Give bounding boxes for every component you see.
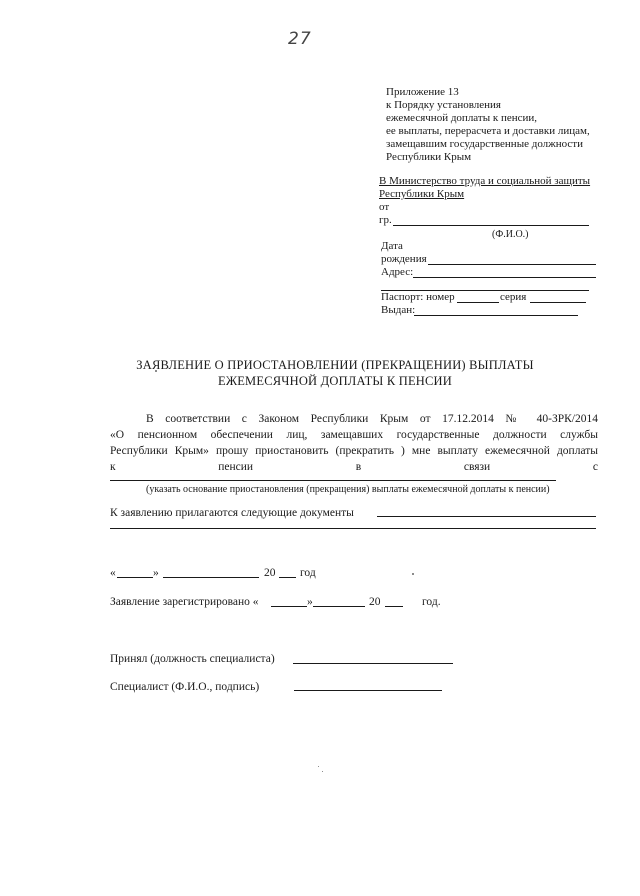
fio-field[interactable] [393,225,589,226]
specialist-signature-field[interactable] [294,690,442,691]
registration-month-field[interactable] [313,606,365,607]
page-number: 27 [288,29,312,49]
accepted-position-field[interactable] [293,663,453,664]
statement-line-4: к пенсии в связи с [110,461,598,473]
passport-series-field[interactable] [530,302,586,303]
accepted-label: Принял (должность специалиста) [110,653,275,665]
issued-by-field[interactable] [414,315,578,316]
reason-field[interactable] [110,480,556,481]
appendix-line: к Порядку установления [386,99,501,111]
registration-close-quote: » [307,596,313,608]
address-label: Адрес: [381,266,414,278]
date-year-suffix: год [300,567,316,579]
date-year-prefix: 20 [264,567,276,579]
ministry-line-1: В Министерство труда и социальной защиты [379,175,591,187]
passport-label: Паспорт: номер [381,291,455,303]
date-month-field[interactable] [163,577,259,578]
documents-field[interactable] [377,516,596,517]
appendix-note [386,86,590,164]
statement-paragraph [110,411,598,475]
documents-field-2[interactable] [110,528,596,529]
registration-label: Заявление зарегистрировано « [110,596,259,608]
scan-dot [412,573,414,575]
registration-year-field[interactable] [385,606,403,607]
appendix-line: ее выплаты, перерасчета и доставки лицам, [386,125,590,137]
appendix-line: Республики Крым [386,151,472,163]
date-close-quote: » [153,567,159,579]
issued-label: Выдан: [381,304,416,316]
birth-label-1: Дата [381,240,403,252]
ministry-line-2: Республики Крым [379,188,465,200]
statement-line-2: «О пенсионном обеспечении лиц, замещавших государственные должности службы [110,429,598,441]
registration-day-field[interactable] [271,606,307,607]
from-label: от [379,201,390,213]
statement-line-3: Республики Крым» прошу приостановить (прекратить ) мне выплату ежемесячной доплаты [110,445,598,457]
appendix-line: замещавшим государственные должности [386,138,583,150]
scan-dot [322,771,323,772]
appendix-line: Приложение 13 [386,86,459,98]
statement-line-1: В соответствии с Законом Республики Крым от 17.12.2014 № 40-ЗРК/2014 [146,413,598,425]
date-open-quote: « [110,567,116,579]
address-field[interactable] [413,277,596,278]
registration-year-prefix: 20 [369,596,381,608]
series-label: серия [500,291,527,303]
document-title [120,357,550,389]
fio-caption: (Ф.И.О.) [492,229,529,240]
date-day-field[interactable] [117,577,153,578]
appendix-line: ежемесячной доплаты к пенсии, [386,112,538,124]
title-line-1: ЗАЯВЛЕНИЕ О ПРИОСТАНОВЛЕНИИ (ПРЕКРАЩЕНИИ) ВЫПЛАТЫ [136,358,534,372]
specialist-label: Специалист (Ф.И.О., подпись) [110,681,260,693]
scan-dot [318,766,319,767]
reason-caption: (указать основание приостановления (прекращения) выплаты ежемесячной доплаты к пенсии) [146,484,550,495]
title-line-2: ЕЖЕМЕСЯЧНОЙ ДОПЛАТЫ К ПЕНСИИ [217,374,453,388]
registration-year-suffix: год. [422,596,441,608]
citizen-label: гр. [379,214,392,226]
birth-date-field[interactable] [428,264,596,265]
passport-number-field[interactable] [457,302,499,303]
documents-label: К заявлению прилагаются следующие документы [110,507,354,519]
birth-label-2: рождения [381,253,427,265]
date-year-field[interactable] [279,577,296,578]
